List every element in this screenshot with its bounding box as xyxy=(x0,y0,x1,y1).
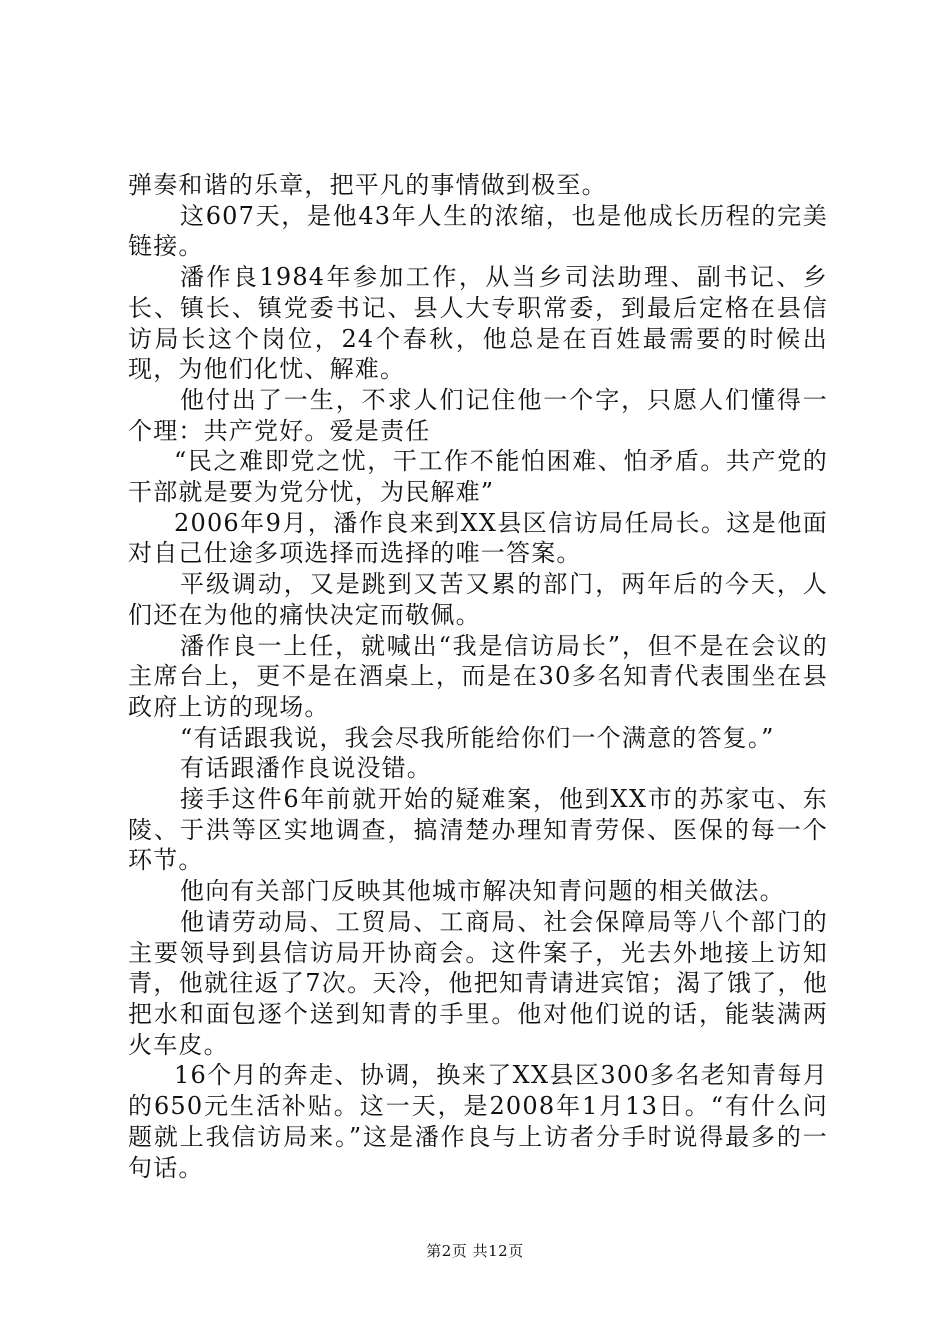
paragraph-6: 2006年9月，潘作良来到XX县区信访局任局长。这是他面对自己仕途多项选择而选择的唯一答案。 xyxy=(128,508,828,568)
paragraph-5-quote: “民之难即党之忧，干工作不能怕困难、怕矛盾。共产党的干部就是要为党分忧，为民解难” xyxy=(128,447,828,507)
paragraph-10: 有话跟潘作良说没错。 xyxy=(180,754,432,783)
page-number-footer: 第2页 共12页 xyxy=(426,1242,524,1260)
paragraph-12: 他向有关部门反映其他城市解决知青问题的相关做法。 xyxy=(180,877,785,906)
paragraph-11: 接手这件6年前就开始的疑难案，他到XX市的苏家屯、东陵、于洪等区实地调查，搞清楚办理知青劳保、医保的每一个环节。 xyxy=(128,785,828,875)
paragraph-13: 他请劳动局、工贸局、工商局、社会保障局等八个部门的主要领导到县信访局开协商会。这件案子，光去外地接上访知青，他就往返了7次。天冷，他把知青请进宾馆；渴了饿了，他把水和面包逐个送到知青的手里。他对他们说的话，能装满两火车皮。 xyxy=(128,907,828,1059)
paragraph-14: 16个月的奔走、协调，换来了XX县区300多名老知青每月的650元生活补贴。这一天，是2008年1月13日。“有什么问题就上我信访局来。”这是潘作良与上访者分手时说得最多的一句话。 xyxy=(128,1061,828,1182)
document-body xyxy=(128,170,828,1183)
paragraph-2: 这607天，是他43年人生的浓缩，也是他成长历程的完美链接。 xyxy=(128,201,828,261)
paragraph-3: 潘作良1984年参加工作，从当乡司法助理、副书记、乡长、镇长、镇党委书记、县人大专职常委，到最后定格在县信访局长这个岗位，24个春秋，他总是在百姓最需要的时候出现，为他们化忧、解难。 xyxy=(128,263,828,384)
paragraph-7: 平级调动，又是跳到又苦又累的部门，两年后的今天，人们还在为他的痛快决定而敬佩。 xyxy=(128,570,828,629)
paragraph-4: 他付出了一生，不求人们记住他一个字，只愿人们懂得一个理：共产党好。爱是责任 xyxy=(128,385,828,445)
paragraph-9-quote: “有话跟我说，我会尽我所能给你们一个满意的答复。” xyxy=(180,723,775,752)
paragraph-1: 弹奏和谐的乐章，把平凡的事情做到极至。 xyxy=(128,171,607,199)
paragraph-8: 潘作良一上任，就喊出“我是信访局长”，但不是在会议的主席台上，更不是在酒桌上，而是在30多名知青代表围坐在县政府上访的现场。 xyxy=(128,631,828,721)
